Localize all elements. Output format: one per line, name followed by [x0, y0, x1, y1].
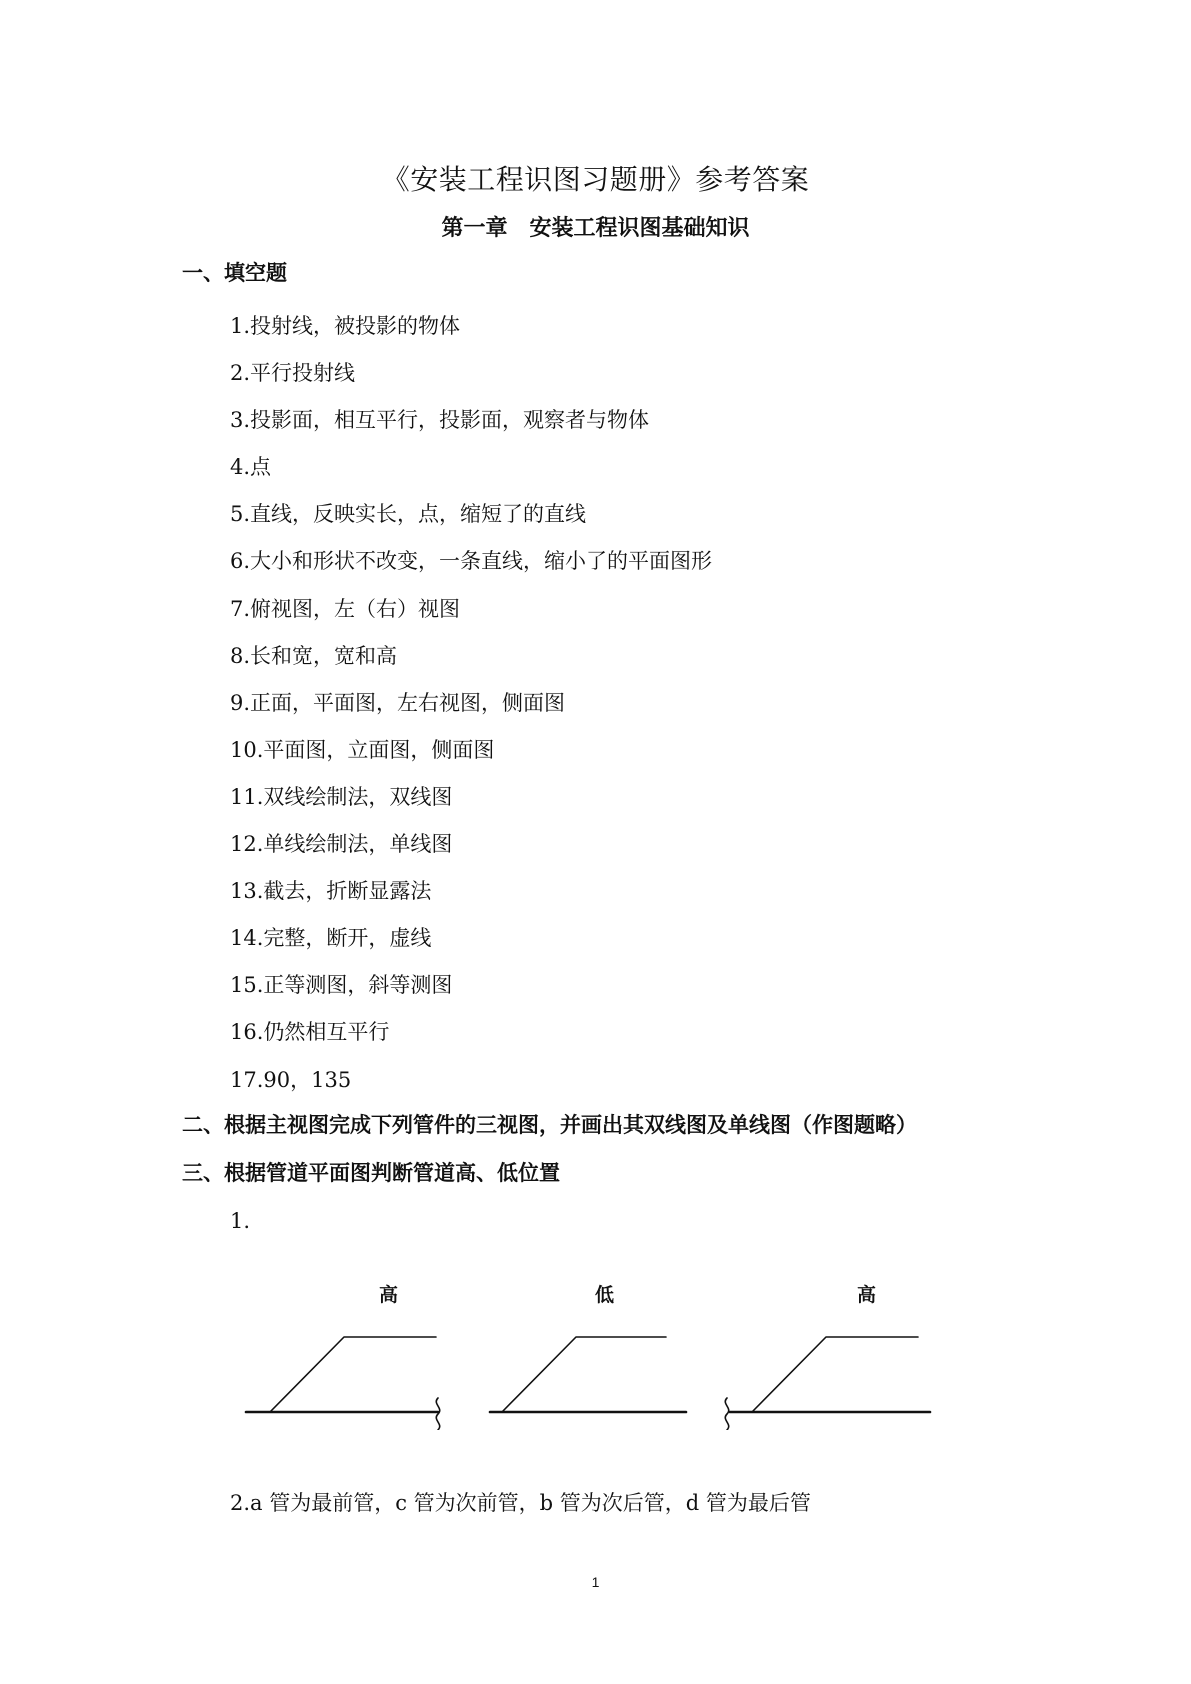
section-heading-pipe-position: 三、根据管道平面图判断管道高、低位置 — [182, 1160, 560, 1185]
answer-item: 2.平行投射线 — [230, 361, 356, 386]
chapter-title: 第一章 安装工程识图基础知识 — [441, 215, 750, 241]
item-1-label: 1. — [230, 1209, 251, 1233]
answer-item: 11.双线绘制法，双线图 — [230, 784, 453, 809]
answer-item: 13.截去，折断显露法 — [230, 879, 432, 904]
answer-item: 5.直线，反映实长，点，缩短了的直线 — [230, 502, 587, 527]
pipe-riser — [270, 1337, 436, 1412]
answer-item: 10.平面图，立面图，侧面图 — [230, 737, 495, 762]
answer-item: 7.俯视图，左（右）视图 — [230, 596, 461, 621]
answer-item: 3.投影面，相互平行，投影面，观察者与物体 — [230, 408, 650, 433]
answer-item: 4.点 — [230, 455, 272, 480]
section-heading-three-views: 二、根据主视图完成下列管件的三视图，并画出其双线图及单线图（作图题略） — [182, 1112, 917, 1137]
pipe-label-high-1: 高 — [379, 1284, 399, 1306]
answer-list — [230, 311, 712, 1112]
page-number: 1 — [591, 1574, 600, 1590]
section-heading-fill-in: 一、填空题 — [182, 260, 287, 285]
pipe-group-2 — [490, 1337, 686, 1412]
answer-item: 9.正面，平面图，左右视图，侧面图 — [230, 690, 566, 715]
pipe-group-3 — [725, 1337, 930, 1430]
answer-item: 15.正等测图，斜等测图 — [230, 973, 453, 998]
item-2-answer: 2.a 管为最前管，c 管为次前管，b 管为次后管，d 管为最后管 — [230, 1491, 811, 1515]
answer-item: 17.90，135 — [230, 1067, 352, 1092]
answer-item: 6.大小和形状不改变，一条直线，缩小了的平面图形 — [230, 549, 713, 574]
answer-item: 8.长和宽，宽和高 — [230, 643, 398, 668]
pipe-riser — [502, 1337, 666, 1412]
pipe-label-high-2: 高 — [857, 1284, 877, 1306]
answer-item: 14.完整，断开，虚线 — [230, 926, 432, 951]
answer-item: 12.单线绘制法，单线图 — [230, 832, 453, 857]
pipe-riser — [752, 1337, 918, 1412]
pipe-diagram — [230, 1270, 950, 1430]
pipe-label-low: 低 — [595, 1284, 615, 1306]
page-title: 《安装工程识图习题册》参考答案 — [381, 163, 810, 196]
break-mark — [725, 1398, 728, 1430]
answer-item: 16.仍然相互平行 — [230, 1020, 390, 1045]
break-mark — [436, 1398, 439, 1430]
answer-item: 1.投射线，被投影的物体 — [230, 314, 461, 338]
pipe-group-1 — [246, 1337, 440, 1430]
